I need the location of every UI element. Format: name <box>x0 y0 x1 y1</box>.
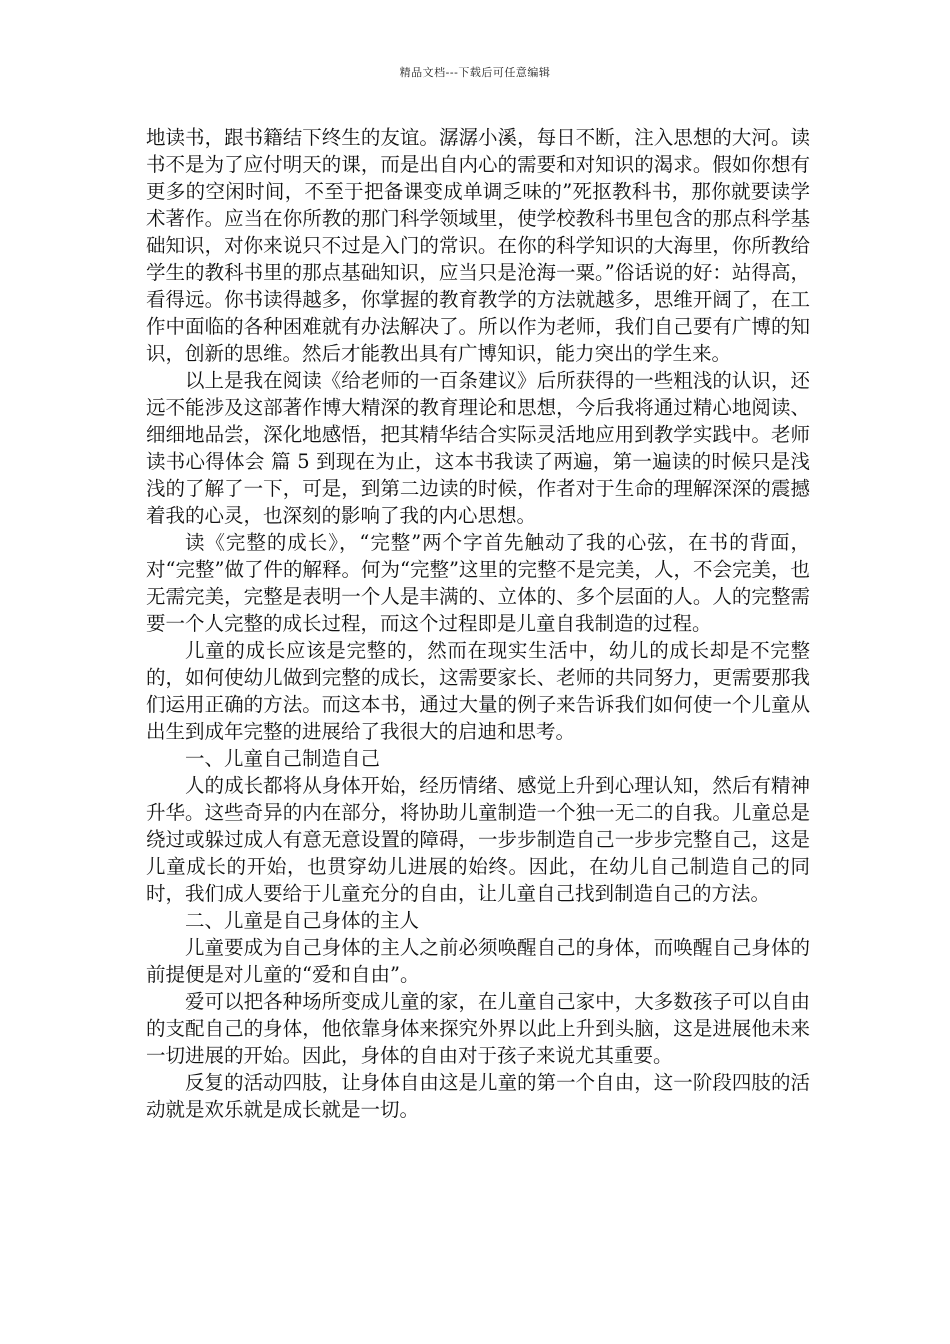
paragraph: 以上是我在阅读《给老师的一百条建议》后所获得的一些粗浅的认识，还远不能涉及这部著作博大精深的教育理论和思想，今后我将通过精心地阅读、细细地品尝，深化地感悟，把其精华结合实际灵活地应用到教学实践中。老师读书心得体会 篇 5 到现在为止，这本书我读了两遍，第一遍读的时候只是浅浅的了解了一下，可是，到第二边读的时候，作者对于生命的理解深深的震撼着我的心灵，也深刻的影响了我的内心思想。 <box>146 369 810 527</box>
paragraph: 地读书，跟书籍结下终生的友谊。潺潺小溪，每日不断，注入思想的大河。读书不是为了应付明天的课，而是出自内心的需要和对知识的渴求。假如你想有更多的空闲时间，不至于把备课变成单调乏味的”死抠教科书，那你就要读学术著作。应当在你所教的那门科学领域里，使学校教科书里包含的那点科学基础知识，对你来说只不过是入门的常识。在你的科学知识的大海里，你所教给学生的教科书里的那点基础知识，应当只是沧海一粟。”俗话说的好：站得高，看得远。你书读得越多，你掌握的教育教学的方法就越多，思维开阔了，在工作中面临的各种困难就有办法解决了。所以作为老师，我们自己要有广博的知识，创新的思维。然后才能教出具有广博知识，能力突出的学生来。 <box>146 126 810 365</box>
page-header: 精品文档---下载后可任意编辑 <box>399 66 551 79</box>
paragraph: 儿童要成为自己身体的主人之前必须唤醒自己的身体，而唤醒自己身体的前提便是对儿童的“爱和自由”。 <box>146 936 810 986</box>
paragraph: 爱可以把各种场所变成儿童的家，在儿童自己家中，大多数孩子可以自由的支配自己的身体，他依靠身体来探究外界以此上升到头脑，这是进展他未来一切进展的开始。因此，身体的自由对于孩子来说尤其重要。 <box>146 990 810 1067</box>
document-body <box>146 124 810 1123</box>
section-heading: 二、儿童是自己身体的主人 <box>185 909 420 932</box>
paragraph: 反复的活动四肢，让身体自由这是儿童的第一个自由，这一阶段四肢的活动就是欢乐就是成长就是一切。 <box>146 1071 810 1121</box>
paragraph: 儿童的成长应该是完整的，然而在现实生活中，幼儿的成长却是不完整的，如何使幼儿做到完整的成长，这需要家长、老师的共同努力，更需要那我们运用正确的方法。而这本书，通过大量的例子来告诉我们如何使一个儿童从出生到成年完整的进展给了我很大的启迪和思考。 <box>146 639 810 743</box>
paragraph: 读《完整的成长》，“完整”两个字首先触动了我的心弦，在书的背面，对“完整”做了件的解释。何为“完整”这里的完整不是完美，人，不会完美，也无需完美，完整是表明一个人是丰满的、立体的、多个层面的人。人的完整需要一个人完整的成长过程，而这个过程即是儿童自我制造的过程。 <box>146 531 810 635</box>
section-heading: 一、儿童自己制造自己 <box>185 747 381 770</box>
paragraph: 人的成长都将从身体开始，经历情绪、感觉上升到心理认知，然后有精神升华。这些奇异的内在部分，将协助儿童制造一个独一无二的自我。儿童总是绕过或躲过成人有意无意设置的障碍，一步步制造自己一步步完整自己，这是儿童成长的开始，也贯穿幼儿进展的始终。因此，在幼儿自己制造自己的同时，我们成人要给于儿童充分的自由，让儿童自己找到制造自己的方法。 <box>146 774 810 905</box>
